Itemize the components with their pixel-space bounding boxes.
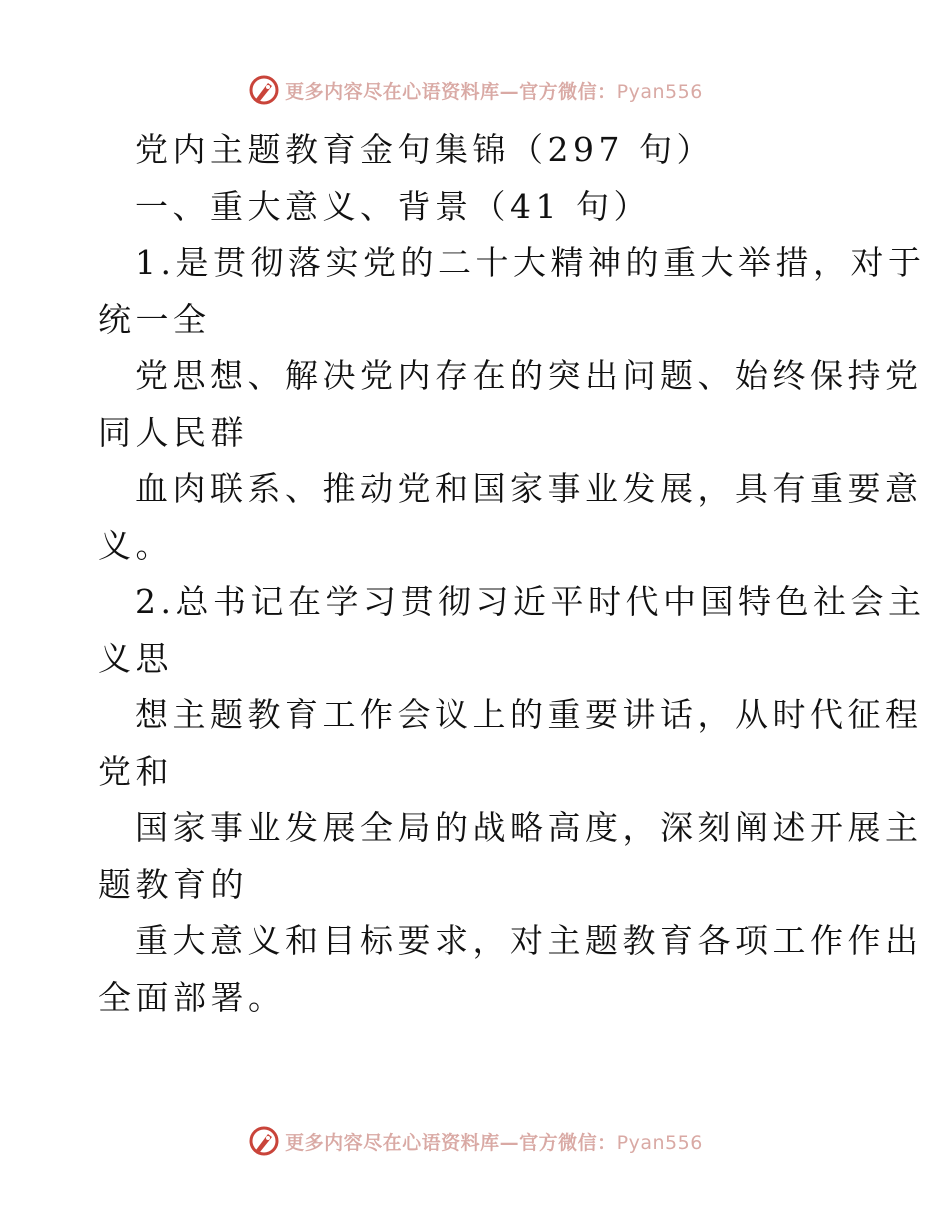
watermark-text: 更多内容尽在心语资料库—官方微信：Pyan556 <box>285 1131 703 1154</box>
document-title: 党内主题教育金句集锦（297 句） <box>135 130 714 169</box>
pen-nib-circle-icon <box>247 1124 281 1158</box>
document-body <box>98 122 926 1026</box>
body-line: 党思想、解决党内存在的突出问题、始终保持党 <box>135 356 923 395</box>
body-line: 血肉联系、推动党和国家事业发展，具有重要意 <box>135 469 923 508</box>
watermark-footer <box>0 1121 950 1161</box>
body-line: 1.是贯彻落实党的二十大精神的重大举措，对于 <box>135 243 926 282</box>
body-line: 义。 <box>98 525 173 565</box>
section-heading: 一、重大意义、背景（41 句） <box>135 186 651 226</box>
body-line: 统一全 <box>98 299 211 339</box>
body-line: 同人民群 <box>98 412 248 452</box>
watermark-text: 更多内容尽在心语资料库—官方微信：Pyan556 <box>285 80 703 103</box>
body-line: 全面部署。 <box>98 977 286 1017</box>
body-line: 2.总书记在学习贯彻习近平时代中国特色社会主 <box>135 582 926 621</box>
pen-nib-circle-icon <box>247 73 281 107</box>
body-line: 题教育的 <box>98 864 248 904</box>
body-line: 义思 <box>98 638 173 678</box>
body-line: 重大意义和目标要求，对主题教育各项工作作出 <box>135 921 923 960</box>
body-line: 想主题教育工作会议上的重要讲话，从时代征程 <box>135 695 923 734</box>
body-line: 党和 <box>98 751 173 791</box>
watermark-header <box>0 70 950 110</box>
body-line: 国家事业发展全局的战略高度，深刻阐述开展主 <box>135 808 923 847</box>
